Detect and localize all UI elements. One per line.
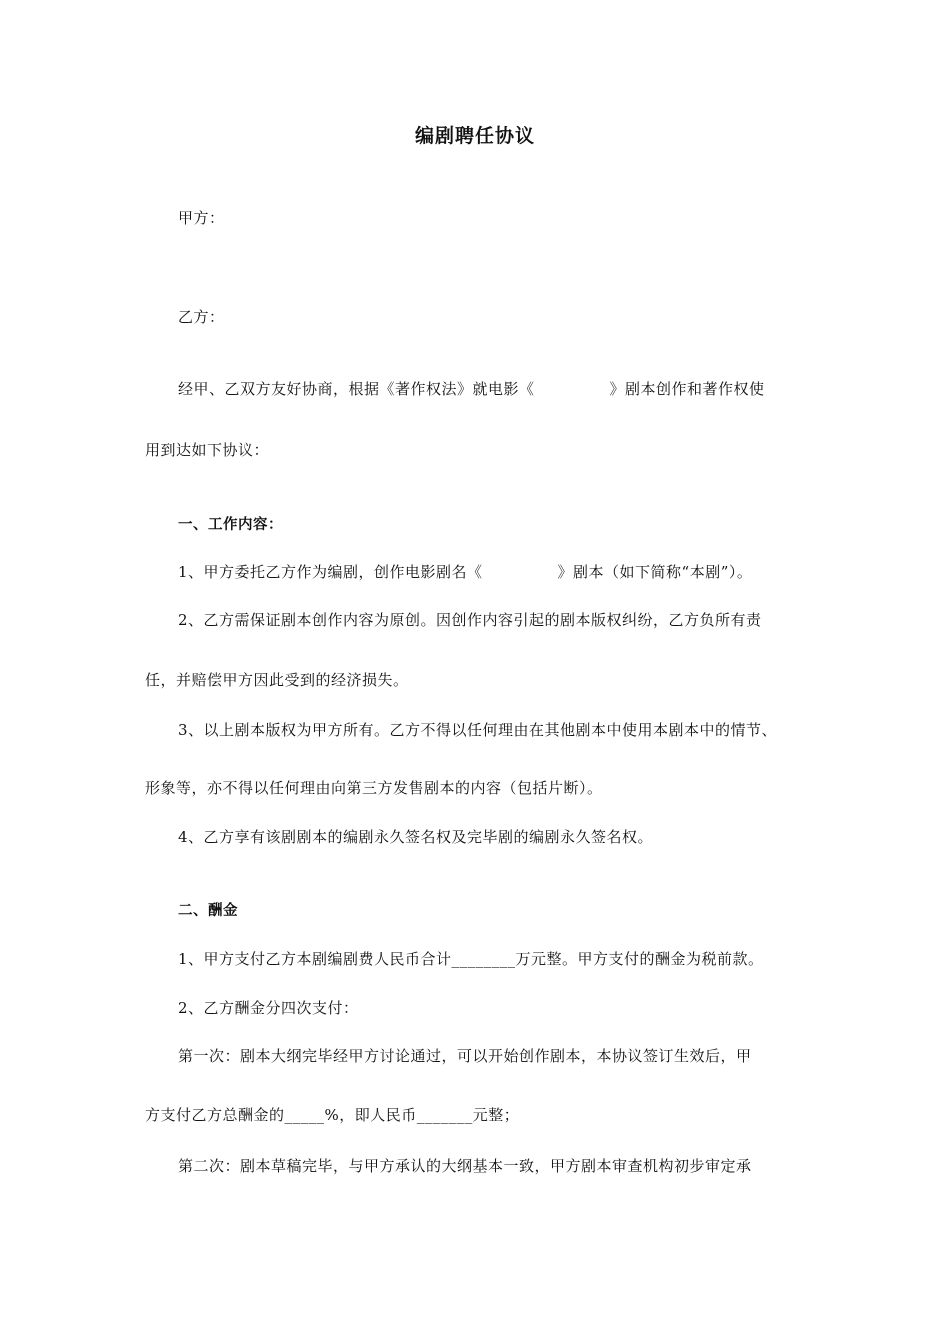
- section-1-item-1-pre: 1、甲方委托乙方作为编剧，创作电影剧名《: [178, 563, 483, 581]
- payment-first-line-2: 方支付乙方总酬金的_____%，即人民币_______元整；: [145, 1106, 520, 1124]
- intro-line-1: [178, 379, 765, 399]
- section-1-heading: 一、工作内容：: [178, 517, 283, 533]
- intro-line-1-pre: 经甲、乙双方友好协商，根据《著作权法》就电影《: [178, 380, 535, 398]
- section-2-item-2: 2、乙方酬金分四次支付：: [178, 999, 359, 1017]
- party-a-label: 甲方：: [178, 209, 225, 227]
- section-1-item-3-line-2: 形象等，亦不得以任何理由向第三方发售剧本的内容（包括片断）。: [145, 779, 603, 797]
- section-1-item-1: [178, 562, 752, 582]
- section-1-item-2-line-1: 2、乙方需保证剧本创作内容为原创。因创作内容引起的剧本版权纠纷，乙方负所有责: [178, 611, 762, 629]
- section-1-item-3-line-1: 3、以上剧本版权为甲方所有。乙方不得以任何理由在其他剧本中使用本剧本中的情节、: [178, 721, 778, 739]
- section-2-item-1: 1、甲方支付乙方本剧编剧费人民币合计________万元整。甲方支付的酬金为税前款。: [178, 950, 764, 968]
- section-1-item-2-line-2: 任，并赔偿甲方因此受到的经济损失。: [145, 671, 409, 689]
- section-2-heading: 二、酬金: [178, 903, 238, 919]
- party-b-label: 乙方：: [178, 308, 225, 326]
- document-title: 编剧聘任协议: [414, 125, 535, 147]
- section-1-item-1-post: 》剧本（如下简称“本剧”）。: [557, 563, 753, 581]
- payment-second-line-1: 第二次：剧本草稿完毕，与甲方承认的大纲基本一致，甲方剧本审查机构初步审定承: [178, 1157, 752, 1175]
- section-1-item-4: 4、乙方享有该剧剧本的编剧永久签名权及完毕剧的编剧永久签名权。: [178, 828, 654, 846]
- intro-line-2: 用到达如下协议：: [145, 441, 270, 459]
- intro-line-1-post: 》剧本创作和著作权使: [609, 380, 765, 398]
- payment-first-line-1: 第一次：剧本大纲完毕经甲方讨论通过，可以开始创作剧本，本协议签订生效后，甲: [178, 1047, 752, 1065]
